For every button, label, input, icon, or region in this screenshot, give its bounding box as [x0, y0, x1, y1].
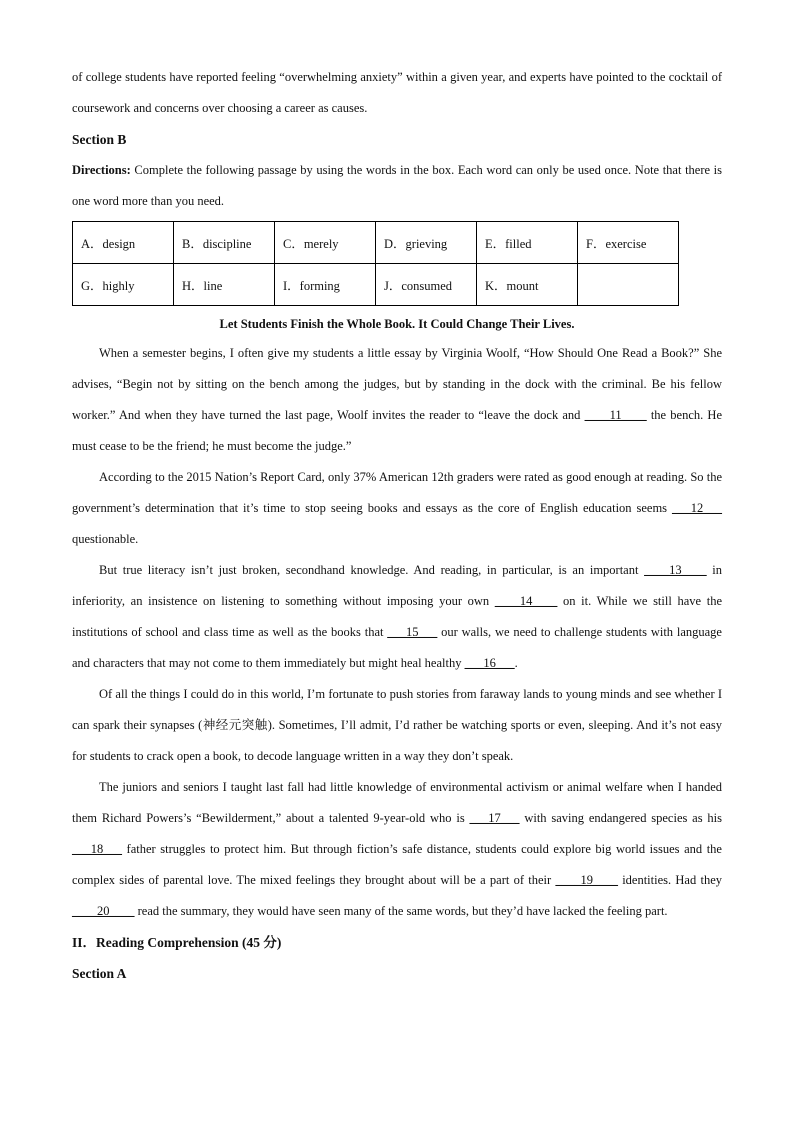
text-run: The juniors and seniors I taught last fall had little knowledge of environmental activism or animal welfare when I handed them Richard Powers’s “Bewilderment,” about a talented 9-year-old who is — [72, 780, 722, 825]
intro-paragraph: of college students have reported feeling “overwhelming anxiety” within a given year, and experts have pointed to the cocktail of coursework and concerns over choosing a career as causes. — [72, 70, 722, 115]
word-box-row — [73, 264, 679, 306]
directions — [72, 155, 722, 217]
section-b-heading: Section B — [72, 132, 127, 147]
blank-14: ____14____ — [494, 594, 558, 608]
blank-15: ___15___ — [387, 625, 438, 639]
word-option: J．consumed — [376, 264, 477, 306]
text-run: According to the 2015 Nation’s Report Card, only 37% American 12th graders were rated as good enough at reading. So the government’s determination that it’s time to stop seeing books and essays as the core of English education seems — [72, 470, 722, 515]
word-option: D．grieving — [376, 222, 477, 264]
passage-paragraph-2 — [72, 462, 722, 555]
passage-paragraph-4: Of all the things I could do in this world, I’m fortunate to push stories from faraway lands to young minds and see whether I can spark their synapses (神经元突触). Sometimes, I’ll admit, I’d rather be watching sports or even, sleeping. And it’s not easy for students to crack open a book, to decode language written in a way they don’t speak. — [72, 687, 722, 763]
section-a-heading: Section A — [72, 966, 127, 981]
blank-19: ____19____ — [555, 873, 618, 887]
word-option: I．forming — [275, 264, 376, 306]
blank-17: ___17___ — [469, 811, 520, 825]
passage-paragraph-5 — [72, 772, 722, 927]
text-run: read the summary, they would have seen many of the same words, but they’d have lacked the feeling part. — [134, 904, 668, 918]
text-run: on it. While we still have the institutions of school and class time as well as the books that — [72, 594, 723, 639]
word-option: E．filled — [477, 222, 578, 264]
text-run: the bench. He must cease to be the friend; he must become the judge.” — [72, 408, 722, 453]
document-page — [72, 62, 722, 989]
word-option: G．highly — [73, 264, 174, 306]
blank-18: ___18___ — [72, 842, 122, 856]
text-run: with saving endangered species as his — [519, 811, 723, 825]
passage-title: Let Students Finish the Whole Book. It Could Change Their Lives. — [219, 317, 575, 331]
word-option-empty — [578, 264, 679, 306]
text-run: father struggles to protect him. But through fiction’s safe distance, students could explore big world issues and the complex sides of parental love. The mixed feelings they brought about will be a part of their — [72, 842, 722, 887]
directions-label: Directions: — [72, 163, 131, 177]
text-run: our walls, we need to challenge students with language and characters that may not come to them immediately but might heal healthy — [72, 625, 722, 670]
word-option: C．merely — [275, 222, 376, 264]
text-run: in inferiority, an insistence on listening to something without imposing your own — [72, 563, 722, 608]
text-run: questionable. — [72, 532, 139, 546]
word-option: B．discipline — [174, 222, 275, 264]
passage-paragraph-3 — [72, 555, 722, 679]
directions-text: Complete the following passage by using the words in the box. Each word can only be used once. Note that there is one word more than you need. — [72, 163, 722, 208]
word-box-table — [72, 221, 679, 306]
part-ii-heading: II．Reading Comprehension (45 分) — [72, 935, 282, 950]
word-option: H．line — [174, 264, 275, 306]
word-option: K．mount — [477, 264, 578, 306]
text-run: When a semester begins, I often give my students a little essay by Virginia Woolf, “How Should One Read a Book?” She advises, “Begin not by sitting on the bench among the judges, but by standing in the dock with the criminal. Be his fellow worker.” And when they have turned the last page, Woolf invites the reader to “leave the dock and — [72, 346, 722, 422]
blank-12: ___12___ — [672, 501, 722, 515]
blank-16: ___16___ — [464, 656, 515, 670]
text-run: But true literacy isn’t just broken, secondhand knowledge. And reading, in particular, is an important — [99, 563, 645, 577]
word-option: F．exercise — [578, 222, 679, 264]
text-run: identities. Had they — [617, 873, 722, 887]
blank-11: ____11____ — [584, 408, 647, 422]
word-box-row — [73, 222, 679, 264]
text-run: . — [514, 656, 518, 670]
blank-13: ____13____ — [644, 563, 707, 577]
word-option: A．design — [73, 222, 174, 264]
blank-20: ____20____ — [72, 904, 135, 918]
passage-paragraph-1 — [72, 338, 722, 462]
